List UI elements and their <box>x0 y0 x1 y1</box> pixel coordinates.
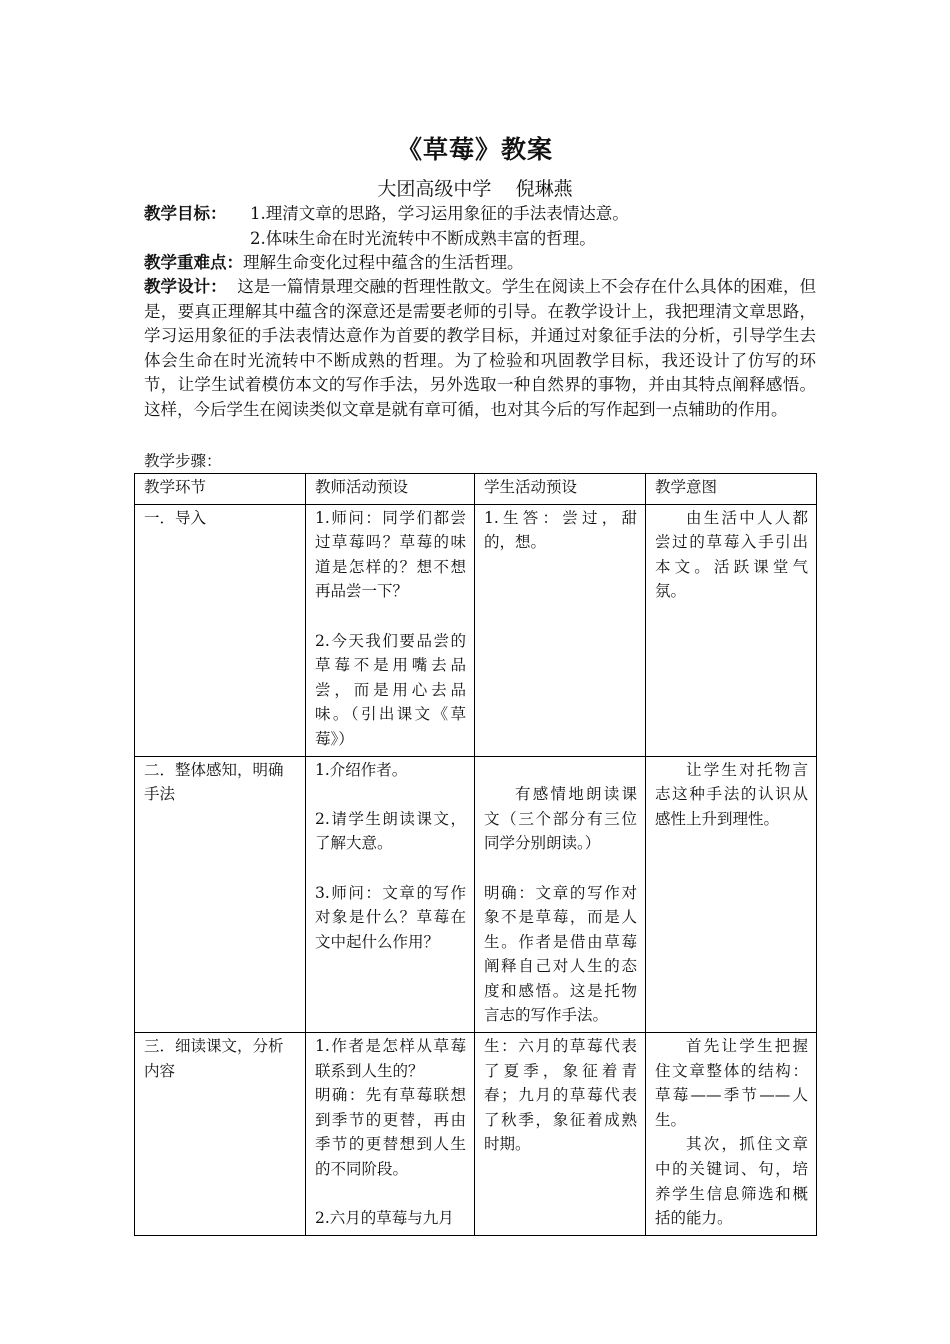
table-header-row <box>135 474 817 505</box>
table-row <box>135 1033 817 1236</box>
author-line: 大团高级中学 倪琳燕 <box>377 178 573 200</box>
stage-cell: 一．导入 <box>135 504 306 756</box>
table-row <box>135 504 817 756</box>
teacher-cell: 1.师问：同学们都尝过草莓吗？草莓的味道是怎样的？想不想再品尝一下？ 2.今天我们要品尝的草莓不是用嘴去品尝，而是用心去品味。（引出课文《草莓》） <box>306 504 475 756</box>
design-block <box>144 275 816 423</box>
header-stage: 教学环节 <box>135 474 306 505</box>
objectives-block <box>144 202 816 251</box>
objective-item: 2.体味生命在时光流转中不断成熟丰富的哲理。 <box>250 228 596 248</box>
key-points-label: 教学重难点： <box>144 253 243 272</box>
table-row <box>135 756 817 1033</box>
intent-cell: 让学生对托物言志这种手法的认识从感性上升到理性。 <box>646 756 817 1033</box>
student-cell: 1.生答：尝过，甜的，想。 <box>475 504 646 756</box>
teaching-steps-table <box>134 473 817 1236</box>
student-cell: 有感情地朗读课文（三个部分有三位同学分别朗读。） 明确：文章的写作对象不是草莓，而是人生。作者是借由草莓阐释自己对人生的态度和感悟。这是托物言志的写作手法。 <box>475 756 646 1033</box>
header-student: 学生活动预设 <box>475 474 646 505</box>
header-teacher: 教师活动预设 <box>306 474 475 505</box>
teacher-cell: 1.介绍作者。 2.请学生朗读课文，了解大意。 3.师问：文章的写作对象是什么？草莓在文中起什么作用？ <box>306 756 475 1033</box>
student-cell: 生：六月的草莓代表了夏季，象征着青春；九月的草莓代表了秋季，象征着成熟时期。 <box>475 1033 646 1236</box>
key-points-block <box>144 251 816 276</box>
intent-cell: 首先让学生把握住文章整体的结构：草莓——季节——人生。 其次，抓住文章中的关键词、句，培养学生信息筛选和概括的能力。 <box>646 1033 817 1236</box>
steps-label: 教学步骤： <box>144 452 222 470</box>
design-text: 这是一篇情景理交融的哲理性散文。学生在阅读上不会存在什么具体的困难，但是，要真正理解其中蕴含的深意还是需要老师的引导。在教学设计上，我把理清文章思路，学习运用象征的手法表情达意作为首要的教学目标，并通过对象征手法的分析，引导学生去体会生命在时光流转中不断成熟的哲理。为了检验和巩固教学目标，我还设计了仿写的环节，让学生试着模仿本文的写作手法，另外选取一种自然界的事物，并由其特点阐释感悟。这样，今后学生在阅读类似文章是就有章可循，也对其今后的写作起到一点辅助的作用。 <box>144 277 816 419</box>
objectives-label: 教学目标： <box>144 204 227 223</box>
stage-cell: 三．细读课文，分析内容 <box>135 1033 306 1236</box>
objective-item: 1.理清文章的思路，学习运用象征的手法表情达意。 <box>250 204 629 223</box>
key-points-text: 理解生命变化过程中蕴含的生活哲理。 <box>243 253 524 272</box>
document-title: 《草莓》教案 <box>396 135 553 164</box>
design-label: 教学设计： <box>144 277 227 296</box>
header-intent: 教学意图 <box>646 474 817 505</box>
teacher-cell: 1.作者是怎样从草莓联系到人生的？ 明确：先有草莓联想到季节的更替，再由季节的更替想到人生的不同阶段。 2.六月的草莓与九月 <box>306 1033 475 1236</box>
intent-cell: 由生活中人人都尝过的草莓入手引出本文。活跃课堂气氛。 <box>646 504 817 756</box>
stage-cell: 二．整体感知，明确手法 <box>135 756 306 1033</box>
